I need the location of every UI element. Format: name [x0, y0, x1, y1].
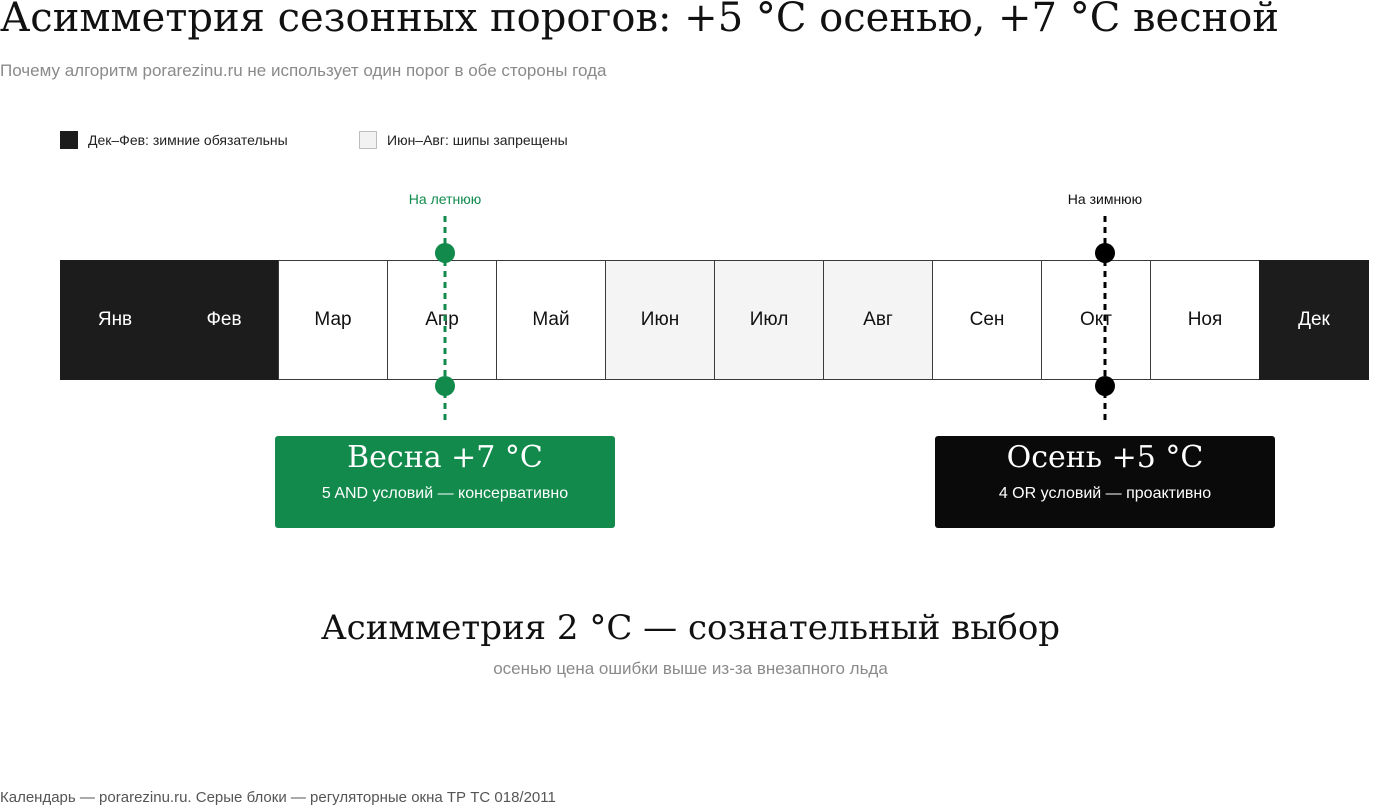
spring-marker-label: На летнюю [408, 191, 482, 207]
autumn-threshold-box [935, 436, 1275, 528]
month-cell: Май [496, 260, 606, 380]
conclusion-subtitle: осенью цена ошибки выше из-за внезапного льда [493, 659, 888, 678]
legend-summer-swatch [359, 131, 377, 149]
page-title: Асимметрия сезонных порогов: +5 °C осенью, +7 °C весной [0, 0, 1280, 41]
month-cell: Мар [278, 260, 388, 380]
page-subtitle: Почему алгоритм porarezinu.ru не использует один порог в обе стороны года [0, 61, 607, 80]
autumn-marker-label: На зимнюю [1067, 191, 1143, 207]
spring-threshold-box [275, 436, 615, 528]
month-cell: Июл [714, 260, 824, 380]
autumn-box-title: Осень +5 °C [1006, 440, 1204, 475]
conclusion-title: Асимметрия 2 °C — сознательный выбор [320, 608, 1061, 648]
spring-box-description: 5 AND условий — консервативно [321, 485, 569, 502]
spring-box-title: Весна +7 °C [347, 440, 543, 475]
month-cell: Сен [932, 260, 1042, 380]
month-timeline [60, 260, 1380, 380]
legend-summer-label: Июн–Авг: шипы запрещены [387, 132, 568, 148]
legend-winter-swatch [60, 131, 78, 149]
legend-winter-label: Дек–Фев: зимние обязательны [88, 132, 288, 148]
month-cell: Фев [169, 260, 279, 380]
legend-summer [359, 130, 568, 150]
month-cell: Апр [387, 260, 497, 380]
month-cell: Окт [1041, 260, 1151, 380]
month-cell: Июн [605, 260, 715, 380]
month-cell: Авг [823, 260, 933, 380]
legend-winter [60, 130, 288, 150]
autumn-box-description: 4 OR условий — проактивно [998, 485, 1212, 502]
month-cell: Янв [60, 260, 170, 380]
month-cell: Дек [1259, 260, 1369, 380]
footer-note: Календарь — porarezinu.ru. Серые блоки — регуляторные окна ТР ТС 018/2011 [0, 789, 556, 806]
month-cell: Ноя [1150, 260, 1260, 380]
